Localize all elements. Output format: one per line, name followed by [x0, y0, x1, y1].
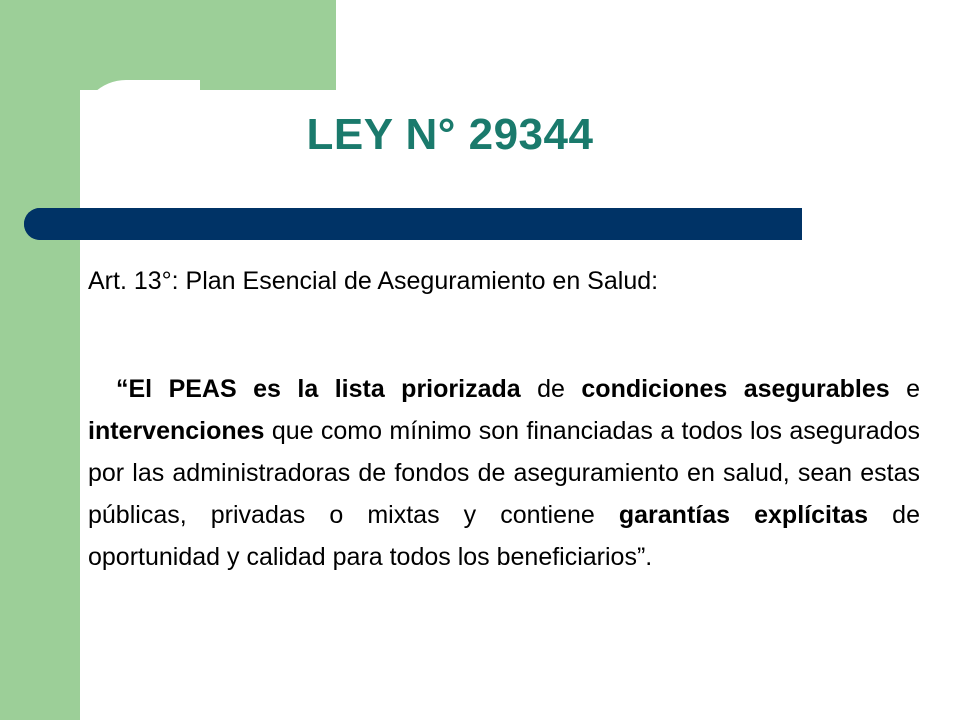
- quote-part: “El PEAS es la lista priorizada: [116, 375, 521, 403]
- green-left-band: [0, 0, 80, 720]
- quote-part: condiciones asegurables: [581, 375, 890, 403]
- quote-part: de oportunidad y calidad para todos los beneficiarios”.: [88, 501, 920, 571]
- quote-part: intervenciones: [88, 417, 265, 445]
- slide-title: LEY N° 29344: [306, 110, 594, 159]
- quote-part: de: [520, 375, 582, 403]
- quote-part: que como mínimo son financiadas a todos los asegurados por las administradoras de fondos de aseguramiento en salud, sean estas públicas, privadas o mixtas y contiene: [88, 417, 920, 529]
- quote-part: e: [889, 375, 920, 403]
- peas-definition-paragraph: [88, 368, 920, 578]
- quote-part: garantías explícitas: [618, 501, 869, 529]
- title-underline-bar: [24, 208, 802, 240]
- article-heading: Art. 13°: Plan Esencial de Aseguramiento en Salud:: [88, 267, 659, 295]
